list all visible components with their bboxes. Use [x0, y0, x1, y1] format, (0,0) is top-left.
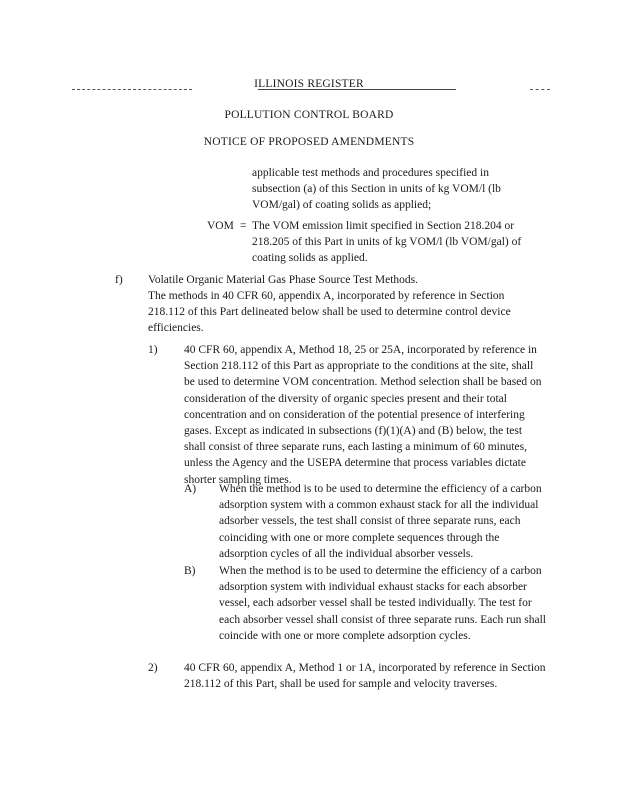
continuation-paragraph: applicable test methods and procedures specified in subsection (a) of this Section in units of kg VOM/l (lb VOM/gal) of coating solids as applied; [252, 167, 501, 212]
section-f-body: The methods in 40 CFR 60, appendix A, incorporated by reference in Section 218.112 of this Part delineated below shall be used to determine control device efficiencies. [148, 290, 511, 335]
subitem-a-text: When the method is to be used to determine the efficiency of a carbon adsorption system with a common exhaust stack for all the individual adsorber vessels, the test shall consist of three separate runs, each coinciding with one or more complete sequences through the adsorption cycles of all the individual absorber vessels. [219, 483, 542, 560]
item-1-text: 40 CFR 60, appendix A, Method 18, 25 or 25A, incorporated by reference in Section 218.112 of this Part as appropriate to the conditions at the site, shall be used to determine VOM concentration. Method selection shall be based on consideration of the diversity of organic species present and their total concentration and on consideration of the potential presence of interfering gases. Except as indicated in subsections (f)(1)(A) and (B) below, the test shall consist of three separate runs, each lasting a minimum of 60 minutes, unless the Agency and the USEPA determine that process variables dictate shorter sampling times. [184, 344, 542, 486]
board-title: POLLUTION CONTROL BOARD [224, 109, 394, 121]
vom-definition-text: The VOM emission limit specified in Section 218.204 or 218.205 of this Part in units of kg VOM/l (lb VOM/gal) of coating solids as applied. [252, 220, 522, 265]
section-f-label: f) [115, 274, 123, 286]
item-2-label: 2) [148, 662, 158, 674]
item-2-text: 40 CFR 60, appendix A, Method 1 or 1A, incorporated by reference in Section 218.112 of this Part, shall be used for sample and velocity traverses. [184, 662, 546, 691]
item-1-label: 1) [148, 344, 158, 356]
register-title: ILLINOIS REGISTER [254, 78, 364, 90]
subitem-b-text: When the method is to be used to determine the efficiency of a carbon adsorption system with individual exhaust stacks for each absorber vessel, each adsorber vessel shall be tested individually. The test for each absorber vessel shall consist of three separate runs. Each run shall coincide with one or more complete adsorption cycles. [219, 565, 546, 642]
notice-title: NOTICE OF PROPOSED AMENDMENTS [203, 136, 415, 148]
section-f-title: Volatile Organic Material Gas Phase Source Test Methods. [148, 274, 419, 286]
vom-term: VOM [207, 220, 234, 232]
subitem-a-label: A) [184, 483, 197, 495]
vom-equals: = [240, 220, 247, 232]
subitem-b-label: B) [184, 565, 196, 577]
